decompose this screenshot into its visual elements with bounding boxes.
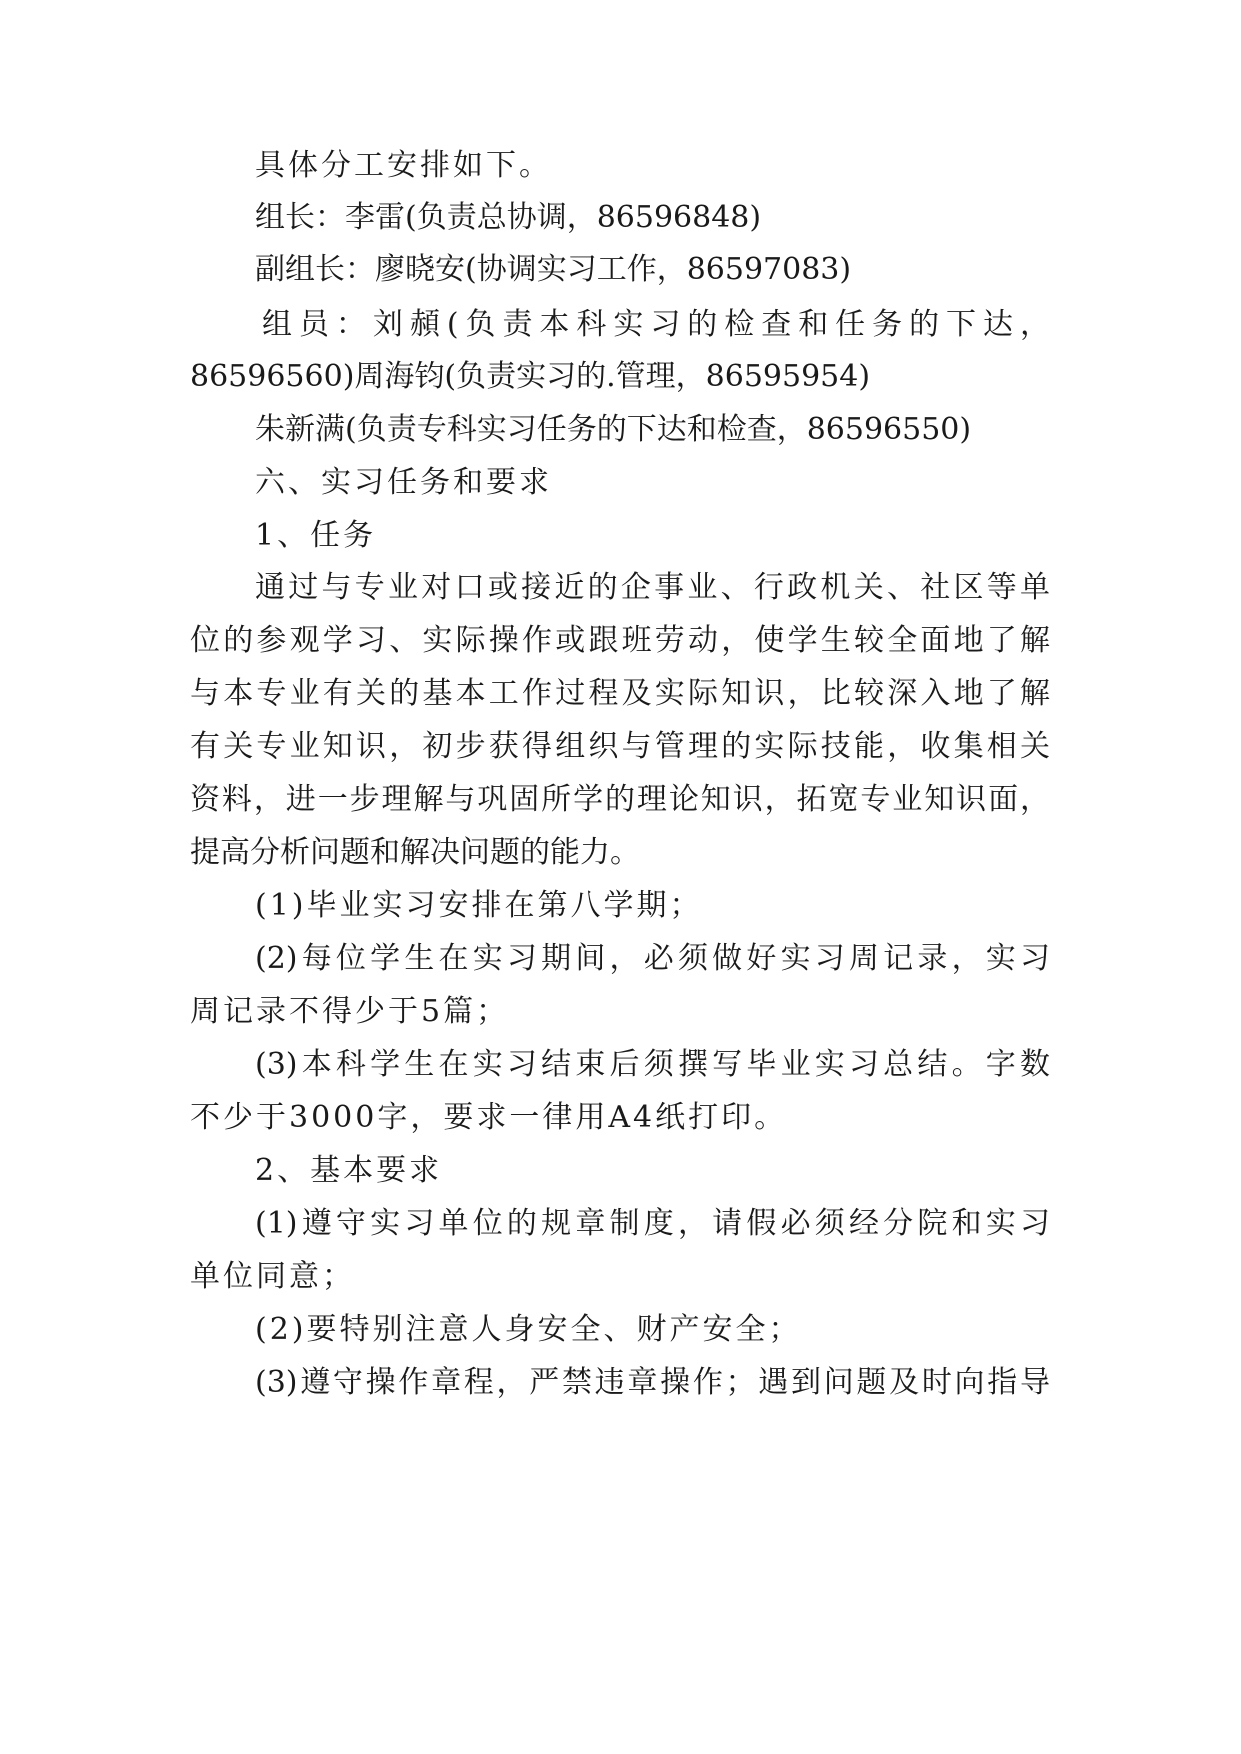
text-line: 组员：刘頳(负责本科实习的检查和任务的下达， [262,307,1050,342]
text-line: 副组长：廖晓安(协调实习工作，86597083) [255,252,852,287]
list-item: (2)要特别注意人身安全、财产安全； [255,1312,802,1347]
list-item: (1)遵守实习单位的规章制度，请假必须经分院和实习 [255,1206,1050,1241]
text-line: 位的参观学习、实际操作或跟班劳动，使学生较全面地了解 [190,623,1050,658]
list-item: (2)每位学生在实习期间，必须做好实习周记录，实习 [255,941,1050,976]
subsection-heading: 2、基本要求 [255,1153,443,1188]
list-item: (3)遵守操作章程，严禁违章操作；遇到问题及时向指导 [255,1365,1050,1400]
text-line: 86596560)周海钧(负责实习的.管理，86595954) [190,359,871,394]
text-line: 通过与专业对口或接近的企事业、行政机关、社区等单 [255,570,1050,605]
text-line: 资料，进一步理解与巩固所学的理论知识，拓宽专业知识面， [190,782,1050,817]
section-heading: 六、实习任务和要求 [255,465,552,500]
list-item: (1)毕业实习安排在第八学期； [255,888,703,923]
subsection-heading: 1、任务 [255,518,377,553]
text-line: 有关专业知识，初步获得组织与管理的实际技能，收集相关 [190,729,1050,764]
text-line: 朱新满(负责专科实习任务的下达和检查，86596550) [255,412,972,447]
list-item: (3)本科学生在实习结束后须撰写毕业实习总结。字数 [255,1047,1050,1082]
text-line: 提高分析问题和解决问题的能力。 [190,835,640,870]
text-line: 组长：李雷(负责总协调，86596848) [255,200,762,235]
text-line: 周记录不得少于5篇； [190,994,510,1029]
text-line: 单位同意； [190,1259,355,1294]
text-line: 具体分工安排如下。 [255,148,552,183]
text-line: 与本专业有关的基本工作过程及实际知识，比较深入地了解 [190,676,1050,711]
text-line: 不少于3000字，要求一律用A4纸打印。 [190,1100,788,1135]
